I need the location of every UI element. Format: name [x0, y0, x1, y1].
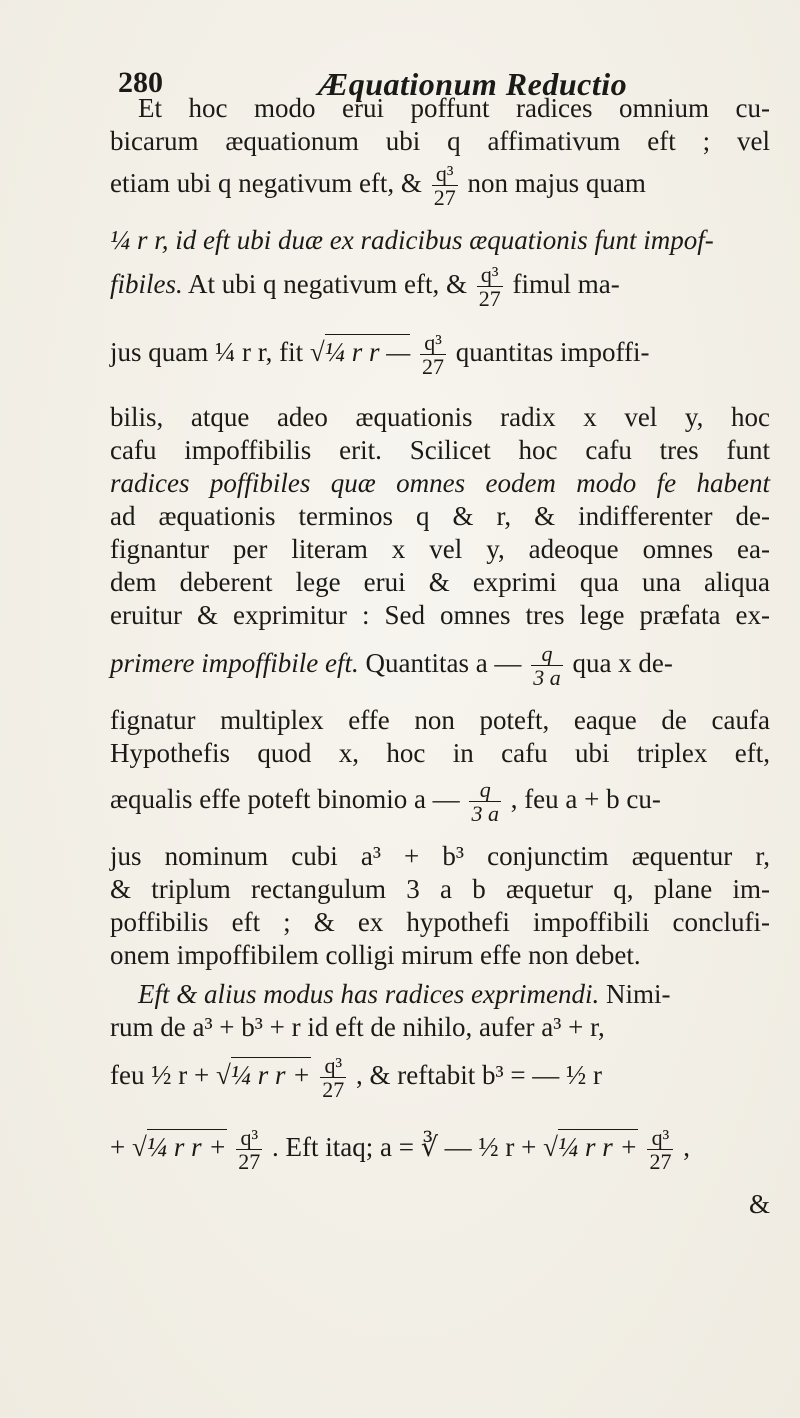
fraction-denominator: 27	[322, 1077, 345, 1103]
text-span: & triplum rectangulum 3 a b æquetur q, plane im-	[110, 874, 770, 904]
text-line	[110, 158, 770, 224]
text-span: cafu impoffibilis erit. Scilicet hoc cafu tres funt	[110, 435, 770, 465]
fraction-denominator: 27	[422, 354, 444, 380]
text-span: ad æquationis terminos q & r, & indifferenter de-	[110, 501, 770, 531]
fraction	[477, 263, 503, 310]
fraction-numerator: q	[469, 778, 501, 802]
text-span: jus quam ¼ r r, fit	[110, 336, 304, 367]
fraction-denominator: 27	[238, 1149, 261, 1175]
text-line	[110, 770, 770, 840]
text-span: Nimi-	[605, 979, 671, 1009]
text-span: Quantitas a —	[365, 647, 522, 678]
text-span: poffibilis eft ; & ex hypothefi impoffibili conclufi-	[110, 907, 770, 937]
text-line	[110, 1188, 770, 1221]
text-line	[110, 978, 770, 1011]
text-span: rum de a³ + b³ + r id eft de nihilo, aufer a³ + r,	[110, 1012, 605, 1042]
text-span: æqualis effe poteft binomio a —	[110, 783, 460, 814]
radicand: ¼ r r +	[558, 1129, 638, 1164]
text-span: non majus quam	[467, 167, 646, 198]
catchword: &	[748, 1189, 770, 1219]
text-span: , & reftabit b³ = — ½ r	[356, 1059, 603, 1090]
text-span: bilis, atque adeo æquationis radix x vel y, hoc	[110, 402, 770, 432]
text-span: , feu a + b cu-	[510, 783, 661, 814]
fraction-numerator: q³	[236, 1126, 262, 1150]
fraction-numerator: q³	[647, 1126, 673, 1150]
text-span: Eft & alius modus has radices exprimendi.	[138, 979, 600, 1009]
text-line	[110, 566, 770, 599]
fraction-denominator: 27	[478, 286, 501, 312]
text-span: ¼ r r,	[110, 225, 169, 255]
fraction	[420, 331, 446, 378]
text-line	[110, 939, 770, 972]
fraction	[320, 1054, 346, 1101]
fraction-denominator: 3 a	[471, 801, 499, 827]
fraction	[647, 1126, 673, 1173]
text-line	[110, 434, 770, 467]
sqrt-sign: √	[131, 1131, 147, 1162]
text-span: +	[110, 1131, 126, 1162]
text-span: fimul ma-	[512, 268, 620, 299]
fraction-denominator: 27	[649, 1149, 672, 1175]
text-span: fignantur per literam x vel y, adeoque omnes ea-	[110, 534, 770, 564]
text-span: jus nominum cubi a³ + b³ conjunctim æquentur r,	[110, 841, 770, 871]
fraction-numerator: q	[531, 642, 563, 666]
text-span: etiam ubi q negativum eft, &	[110, 167, 422, 198]
text-span: qua x de-	[572, 647, 673, 678]
text-span: dem deberent lege erui & exprimi qua una aliqua	[110, 567, 770, 597]
text-line	[110, 704, 770, 737]
fraction	[432, 162, 458, 209]
text-span: fibiles.	[110, 268, 183, 299]
text-line	[110, 467, 770, 500]
text-span: At ubi q negativum eft, &	[188, 268, 467, 299]
text-line	[110, 1116, 770, 1188]
fraction	[531, 642, 563, 689]
fraction-numerator: q³	[432, 162, 458, 186]
sqrt-sign: √	[309, 336, 325, 367]
sqrt-sign: √	[543, 1131, 558, 1162]
text-line	[110, 533, 770, 566]
radicand: ¼ r r +	[231, 1057, 311, 1092]
text-line	[110, 840, 770, 873]
text-span: ,	[683, 1131, 690, 1162]
text-line	[110, 1044, 770, 1116]
text-line	[110, 257, 770, 325]
text-line	[110, 325, 770, 393]
text-line	[110, 1011, 770, 1044]
radicand: ¼ r r +	[147, 1129, 227, 1164]
page-number: 280	[118, 66, 163, 99]
text-span: Hypothefis quod x, hoc in cafu ubi triplex eft,	[110, 738, 770, 768]
text-line	[110, 500, 770, 533]
fraction-denominator: 27	[433, 185, 456, 211]
fraction-numerator: q³	[420, 331, 446, 355]
radicand: ¼ r r —	[325, 334, 411, 369]
text-span: fignatur multiplex effe non poteft, eaque de caufa	[110, 705, 770, 735]
text-line	[110, 737, 770, 770]
text-span: primere impoffibile eft.	[110, 647, 359, 678]
text-line	[110, 632, 770, 704]
fraction-numerator: q³	[320, 1054, 346, 1078]
main-text	[110, 92, 770, 1221]
text-line	[110, 599, 770, 632]
text-line	[110, 125, 770, 158]
text-span: Et hoc modo erui poffunt radices omnium cu-	[138, 93, 770, 123]
fraction-denominator: 3 a	[533, 665, 561, 691]
text-line	[110, 873, 770, 906]
text-span: id eft ubi duæ ex radicibus æquationis funt impof-	[175, 225, 714, 255]
text-span: quantitas impoffi-	[455, 336, 650, 367]
text-span: eruitur & exprimitur : Sed omnes tres lege præfata ex-	[110, 600, 770, 630]
text-span: feu ½ r +	[110, 1059, 210, 1090]
fraction-numerator: q³	[477, 263, 503, 287]
fraction	[236, 1126, 262, 1173]
text-line	[110, 401, 770, 434]
text-span: . Eft itaq; a = ∛ — ½ r +	[272, 1131, 537, 1162]
text-line	[110, 906, 770, 939]
text-line	[110, 224, 770, 257]
text-line	[110, 92, 770, 125]
text-span: bicarum æquationum ubi q affimativum eft ; vel	[110, 126, 770, 156]
text-span: radices poffibiles quæ omnes eodem modo fe habent	[110, 468, 770, 498]
running-title: Æquationum Reductio	[318, 66, 628, 102]
text-span: onem impoffibilem colligi mirum effe non debet.	[110, 940, 641, 970]
fraction	[469, 778, 501, 825]
sqrt-sign: √	[215, 1059, 231, 1090]
